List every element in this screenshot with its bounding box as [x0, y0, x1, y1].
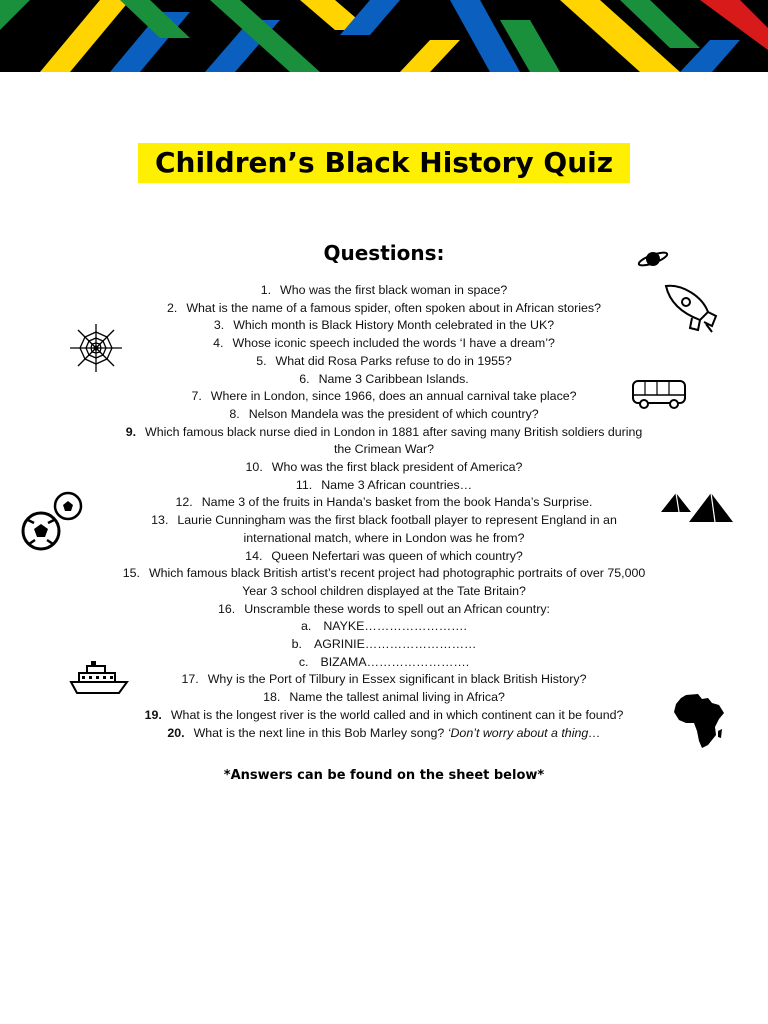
song-quote: ‘Don’t worry about a thing… — [447, 725, 601, 740]
question-number: 14. — [245, 548, 263, 563]
question-number: 6. — [299, 371, 310, 386]
question-text: Name 3 African countries… — [321, 477, 473, 492]
question-text: What is the next line in this Bob Marley song? — [193, 725, 445, 740]
question-text-continued: international match, where in London was he from? — [243, 530, 525, 545]
planet-icon — [637, 248, 669, 270]
question-item — [100, 371, 668, 389]
question-item — [100, 459, 668, 477]
question-number: 20. — [167, 725, 185, 740]
header-banner — [0, 0, 768, 72]
question-item — [100, 512, 668, 547]
question-text: What is the name of a famous spider, often spoken about in African stories? — [186, 300, 601, 315]
question-item — [100, 335, 668, 353]
question-text: Whose iconic speech included the words ‘I have a dream’? — [232, 336, 555, 351]
pyramids-icon — [660, 490, 734, 524]
question-text: Which famous black nurse died in London in 1881 after saving many British soldiers during — [145, 424, 643, 439]
quiz-title: Children’s Black History Quiz — [138, 143, 630, 183]
answers-note: *Answers can be found on the sheet below* — [223, 768, 545, 783]
question-item — [100, 406, 668, 424]
question-item — [100, 601, 668, 619]
question-item — [100, 689, 668, 707]
question-text: Queen Nefertari was queen of which country? — [271, 548, 523, 563]
question-item — [100, 671, 668, 689]
question-item — [100, 353, 668, 371]
question-number: 12. — [175, 495, 193, 510]
unscramble-word: BIZAMA……………………. — [320, 654, 470, 669]
question-text: What did Rosa Parks refuse to do in 1955? — [275, 353, 512, 368]
question-number: 11. — [295, 477, 313, 492]
question-text: Unscramble these words to spell out an African country: — [244, 601, 551, 616]
question-number: 1. — [260, 283, 272, 297]
questions-heading: Questions: — [323, 241, 445, 265]
question-item — [100, 725, 668, 743]
question-text: Laurie Cunningham was the first black football player to represent England in an — [177, 513, 617, 528]
question-text: What is the longest river is the world called and in which continent can it be found? — [170, 707, 624, 722]
question-item — [100, 388, 668, 406]
question-text-continued: Year 3 school children displayed at the Tate Britain? — [242, 583, 526, 598]
football-icon — [20, 490, 84, 552]
question-number: 2. — [167, 300, 178, 315]
question-text: Which month is Black History Month celebrated in the UK? — [233, 318, 555, 333]
question-number: 13. — [151, 513, 169, 528]
question-text: Who was the first black president of America? — [271, 460, 523, 475]
question-number: 7. — [191, 389, 202, 404]
question-item — [100, 477, 668, 495]
unscramble-item — [100, 618, 668, 636]
question-number: 3. — [213, 318, 225, 333]
question-text: Who was the first black woman in space? — [280, 283, 508, 297]
unscramble-word: AGRINIE……………………… — [313, 637, 477, 652]
unscramble-item — [100, 636, 668, 654]
unscramble-item — [100, 654, 668, 672]
question-item — [100, 317, 668, 335]
question-item — [100, 494, 668, 512]
question-number: 16. — [217, 601, 236, 616]
unscramble-letter: a. — [301, 619, 312, 634]
question-text-continued: the Crimean War? — [333, 442, 435, 457]
question-item — [100, 300, 668, 318]
question-item — [100, 548, 668, 566]
bus-icon — [631, 378, 687, 410]
spider-web-icon — [69, 323, 123, 373]
question-number: 9. — [125, 424, 137, 439]
question-item — [100, 565, 668, 600]
question-number: 19. — [144, 707, 162, 722]
questions-list — [100, 282, 668, 742]
question-number: 15. — [122, 566, 140, 581]
question-text: Where in London, since 1966, does an annual carnival take place? — [210, 389, 577, 404]
unscramble-word: NAYKE……………………. — [323, 619, 467, 634]
rocket-icon — [662, 282, 718, 334]
question-text: Why is the Port of Tilbury in Essex significant in black British History? — [207, 672, 587, 687]
question-number: 10. — [245, 460, 263, 475]
question-text: Name 3 of the fruits in Handa’s basket from the book Handa’s Surprise. — [201, 495, 593, 510]
question-text: Name 3 Caribbean Islands. — [318, 371, 469, 386]
unscramble-letter: b. — [291, 637, 302, 652]
question-item — [100, 424, 668, 459]
unscramble-letter: c. — [298, 654, 309, 669]
question-text: Which famous black British artist’s recent project had photographic portraits of over 75,000 — [148, 566, 646, 581]
question-item — [100, 707, 668, 725]
question-number: 5. — [256, 353, 267, 368]
africa-map-icon — [672, 693, 726, 749]
question-number: 8. — [229, 406, 240, 421]
ship-icon — [69, 660, 129, 696]
question-number: 17. — [181, 672, 199, 687]
question-text: Nelson Mandela was the president of which country? — [248, 406, 539, 421]
question-number: 18. — [263, 690, 281, 705]
question-number: 4. — [213, 336, 224, 351]
question-item — [100, 282, 668, 300]
question-text: Name the tallest animal living in Africa? — [289, 690, 505, 705]
